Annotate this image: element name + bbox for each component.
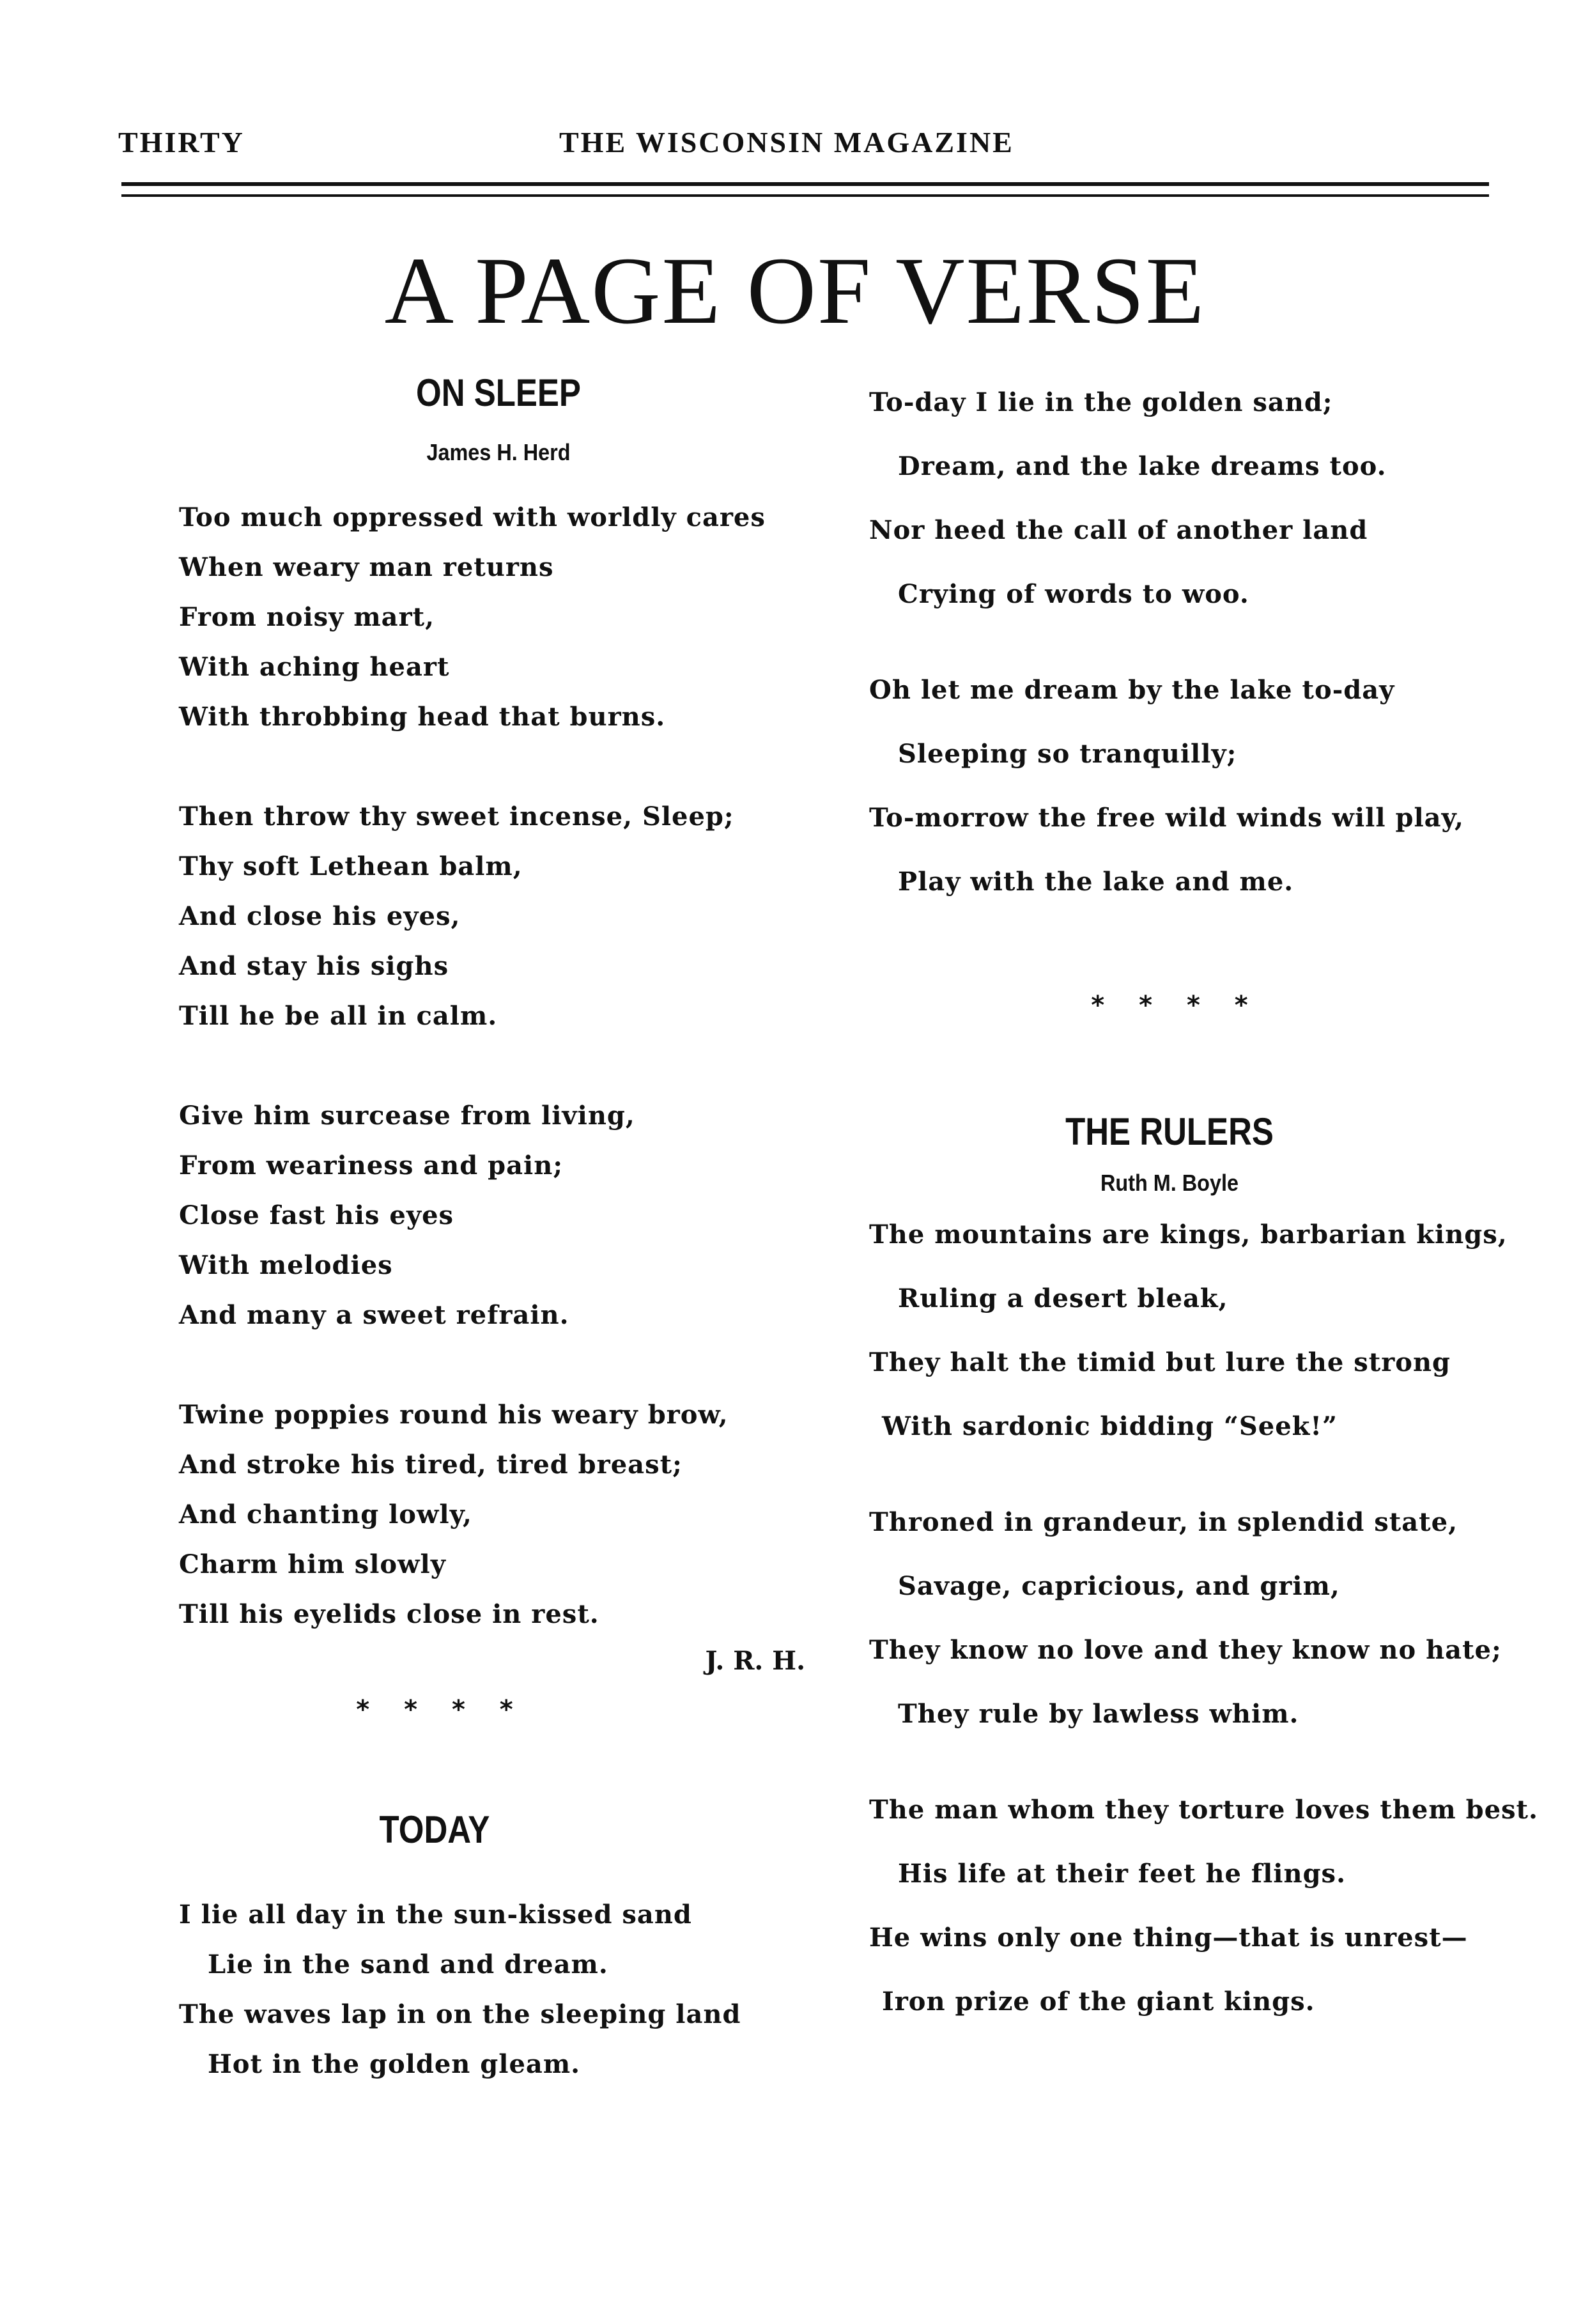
stanza	[869, 1791, 1538, 2047]
stanza	[179, 493, 818, 742]
poem-line: Oh let me dream by the lake to-day	[869, 675, 1395, 705]
poem-line: From weariness and pain;	[179, 1150, 564, 1181]
stanza	[869, 383, 1508, 639]
page-header	[118, 125, 1486, 170]
header-rule-bottom	[121, 194, 1489, 197]
stanza	[869, 671, 1508, 927]
poem-line: When weary man returns	[179, 552, 554, 582]
poem-line: His life at their feet he flings.	[898, 1859, 1346, 1889]
poem-line: Close fast his eyes	[179, 1200, 454, 1230]
poem-line: Too much oppressed with worldly cares	[179, 502, 766, 532]
poem-line: The waves lap in on the sleeping land	[179, 1999, 741, 2029]
poem-title-the-rulers: THE RULERS	[1065, 1110, 1274, 1153]
poem-line: And close his eyes,	[179, 901, 461, 931]
poem-line: They rule by lawless whim.	[898, 1699, 1299, 1729]
stanza	[869, 1503, 1508, 1759]
poem-line: I lie all day in the sun-kissed sand	[179, 1900, 692, 1930]
stanza	[869, 1216, 1508, 1471]
page-number: THIRTY	[118, 126, 245, 159]
header-rule-top	[121, 182, 1489, 186]
poem-line: Crying of words to woo.	[898, 579, 1249, 609]
poem-line: They know no love and they know no hate;	[869, 1635, 1502, 1665]
poem-line: He wins only one thing—that is unrest—	[869, 1923, 1468, 1953]
poem-line: Savage, capricious, and grim,	[898, 1571, 1340, 1601]
poem-line: Give him surcease from living,	[179, 1101, 635, 1131]
left-column	[179, 371, 818, 2089]
poem-line: Then throw thy sweet incense, Sleep;	[179, 802, 734, 832]
stanza	[179, 1390, 818, 1639]
poem-line: Twine poppies round his weary brow,	[179, 1400, 729, 1430]
poem-line: Nor heed the call of another land	[869, 515, 1368, 545]
poem-line: With aching heart	[179, 652, 450, 682]
poem-line: Thy soft Lethean balm,	[179, 851, 523, 881]
poem-line: With melodies	[179, 1250, 393, 1280]
poem-line: Play with the lake and me.	[898, 867, 1294, 897]
section-separator: * * * *	[356, 1695, 513, 1724]
poem-line: The man whom they torture loves them best.	[869, 1795, 1538, 1825]
page-title: A PAGE OF VERSE	[384, 238, 1206, 344]
poem-line: From noisy mart,	[179, 602, 435, 632]
right-column	[869, 371, 1538, 2047]
author-the-rulers: Ruth M. Boyle	[1100, 1170, 1239, 1196]
magazine-title: THE WISCONSIN MAGAZINE	[559, 126, 1014, 159]
poem-line: With throbbing head that burns.	[179, 702, 666, 732]
poem-line: Till his eyelids close in rest.	[179, 1599, 599, 1629]
poem-title-on-sleep: ON SLEEP	[416, 371, 581, 414]
poem-line: Dream, and the lake dreams too.	[898, 451, 1387, 481]
poem-line: And many a sweet refrain.	[179, 1300, 569, 1330]
section-separator: * * * *	[1091, 991, 1248, 1020]
poem-line: The mountains are kings, barbarian kings,	[869, 1220, 1508, 1250]
stanza	[179, 792, 818, 1041]
poem-line: Hot in the golden gleam.	[208, 2049, 581, 2079]
poem-line: Till he be all in calm.	[179, 1001, 498, 1031]
poem-signature: J. R. H.	[705, 1646, 805, 1676]
poem-line: With sardonic bidding “Seek!”	[882, 1411, 1338, 1441]
poem-line: And chanting lowly,	[179, 1499, 472, 1530]
poem-line: Iron prize of the giant kings.	[882, 1987, 1315, 2017]
poem-title-today: TODAY	[379, 1808, 490, 1851]
poem-line: And stroke his tired, tired breast;	[179, 1450, 683, 1480]
poem-line: To-morrow the free wild winds will play,	[869, 803, 1464, 833]
stanza	[179, 1890, 818, 2089]
poem-line: Sleeping so tranquilly;	[898, 739, 1237, 769]
poem-line: And stay his sighs	[179, 951, 449, 981]
poem-line: Charm him slowly	[179, 1549, 446, 1579]
stanza	[179, 1091, 818, 1340]
poem-line: Ruling a desert bleak,	[898, 1283, 1228, 1313]
poem-line: Throned in grandeur, in splendid state,	[869, 1507, 1458, 1537]
poem-line: To-day I lie in the golden sand;	[869, 387, 1333, 417]
poem-line: Lie in the sand and dream.	[208, 1949, 608, 1979]
author-on-sleep: James H. Herd	[426, 439, 571, 465]
poem-line: They halt the timid but lure the strong	[869, 1347, 1451, 1377]
